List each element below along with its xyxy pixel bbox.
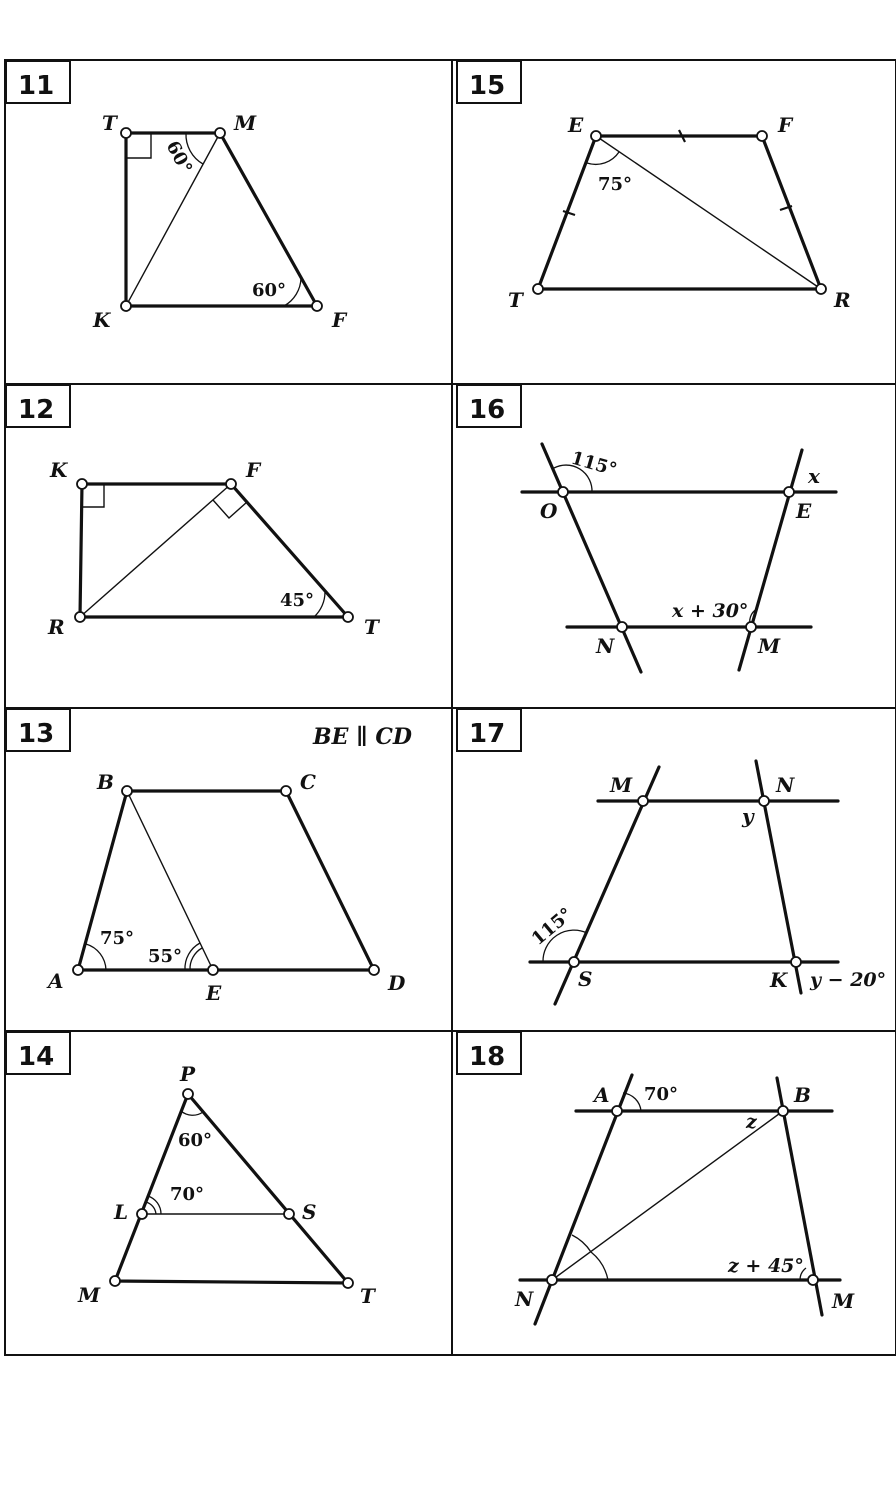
- problem-17: [457, 709, 886, 1004]
- angle-m: z + 45°: [728, 1255, 804, 1277]
- angle-t: 45°: [280, 590, 315, 611]
- angle-o: 115°: [568, 447, 620, 481]
- label-N: N: [596, 634, 615, 658]
- label-S: S: [302, 1200, 317, 1224]
- problem-number: 12: [18, 395, 55, 425]
- label-B: B: [794, 1083, 811, 1107]
- label-R: R: [834, 288, 851, 312]
- label-x: x: [808, 464, 820, 488]
- label-B: B: [97, 770, 114, 794]
- angle-m: x + 30°: [672, 600, 749, 622]
- problem-number: 13: [18, 719, 55, 749]
- label-T: T: [360, 1284, 375, 1308]
- problem-18: [457, 1032, 855, 1324]
- label-K: K: [93, 308, 111, 332]
- label-L: L: [114, 1200, 129, 1224]
- label-y: y: [742, 804, 754, 828]
- condition: BE ∥ CD: [313, 724, 412, 750]
- angle-e: 75°: [598, 174, 633, 195]
- grid-frame: [5, 60, 896, 1355]
- label-z: z: [746, 1111, 757, 1133]
- label-M: M: [832, 1289, 855, 1313]
- problem-15: [457, 61, 851, 312]
- label-S: S: [578, 967, 593, 991]
- label-T: T: [102, 111, 117, 135]
- problem-number: 14: [18, 1042, 55, 1072]
- angle-s: 115°: [527, 903, 577, 950]
- problem-number: 18: [469, 1042, 506, 1072]
- problem-number: 17: [469, 719, 506, 749]
- label-A: A: [48, 969, 64, 993]
- label-P: P: [180, 1062, 196, 1086]
- label-N: N: [515, 1287, 534, 1311]
- label-T: T: [364, 615, 379, 639]
- label-F: F: [332, 308, 347, 332]
- label-A: A: [594, 1083, 610, 1107]
- angle-k: y − 20°: [810, 969, 887, 991]
- angle-a: 75°: [100, 928, 135, 949]
- label-T: T: [508, 288, 523, 312]
- angle-tmk: 60°: [161, 137, 197, 178]
- label-K: K: [770, 968, 788, 992]
- problem-number: 15: [469, 71, 506, 101]
- problem-16: [457, 385, 836, 672]
- angle-p: 60°: [178, 1130, 213, 1151]
- label-C: C: [300, 770, 316, 794]
- problem-11: [6, 61, 348, 332]
- label-M: M: [234, 111, 257, 135]
- angle-l: 70°: [170, 1184, 205, 1205]
- label-M: M: [610, 773, 633, 797]
- label-M: M: [758, 634, 781, 658]
- problem-13: [6, 709, 412, 1005]
- label-E: E: [206, 981, 222, 1005]
- label-E: E: [568, 113, 584, 137]
- label-O: O: [540, 499, 558, 523]
- problem-14: [6, 1032, 377, 1308]
- label-F: F: [246, 458, 261, 482]
- problem-number: 16: [469, 395, 506, 425]
- label-N: N: [776, 773, 795, 797]
- angle-f: 60°: [252, 280, 287, 301]
- label-K: K: [50, 458, 68, 482]
- label-F: F: [778, 113, 793, 137]
- label-R: R: [48, 615, 65, 639]
- angle-e: 55°: [148, 946, 183, 967]
- problem-12: [6, 385, 381, 639]
- angle-a: 70°: [644, 1084, 679, 1105]
- label-E: E: [796, 499, 812, 523]
- label-M: M: [78, 1283, 101, 1307]
- problem-number: 11: [18, 71, 55, 101]
- label-D: D: [388, 971, 406, 995]
